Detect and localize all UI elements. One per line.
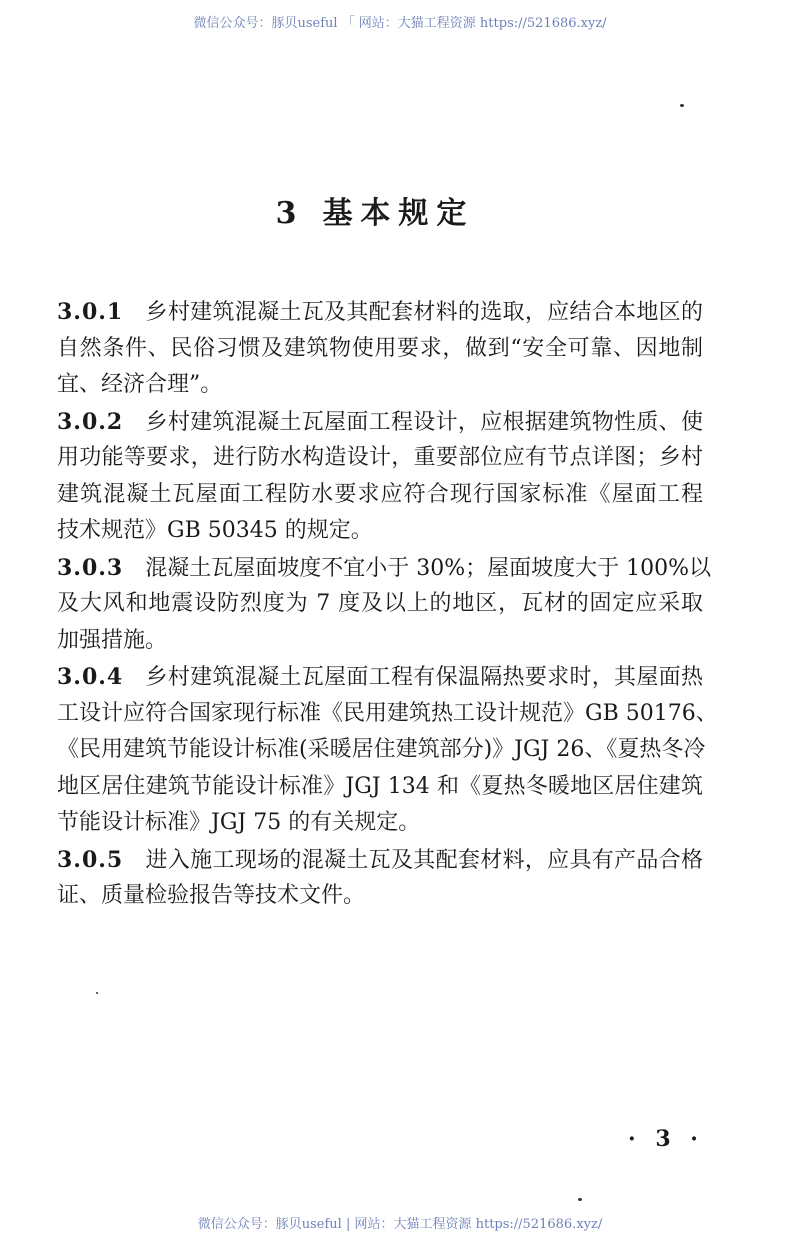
clause-text: 地区居住建筑节能设计标准》JGJ 134 和《夏热冬暖地区居住建筑 <box>57 773 703 799</box>
clause-line <box>57 367 703 404</box>
clause-text: 证、质量检验报告等技术文件。 <box>57 883 366 908</box>
scan-speck <box>578 1198 582 1201</box>
clause-text: 建筑混凝土瓦屋面工程防水要求应符合现行国家标准《屋面工程 <box>57 481 703 507</box>
clause-text: 及大风和地震设防烈度为 7 度及以上的地区，瓦材的固定应采取 <box>57 591 703 616</box>
clause-line <box>57 878 703 915</box>
clause-line <box>57 696 718 733</box>
clause-line <box>57 623 703 660</box>
clause-text: 节能设计标准》JGJ 75 的有关规定。 <box>57 810 421 835</box>
clause-line <box>57 513 703 550</box>
clause-first-line <box>57 404 703 441</box>
clause-number: 3.0.1 <box>57 299 124 325</box>
clause-text: 乡村建筑混凝土瓦及其配套材料的选取，应结合本地区的 <box>145 300 703 325</box>
clause-line <box>57 769 703 806</box>
clause-text: 宜、经济合理”。 <box>57 372 223 397</box>
clause-text: 加强措施。 <box>57 627 168 653</box>
clause-text: 技术规范》GB 50345 的规定。 <box>57 518 373 543</box>
clause-text: 自然条件、民俗习惯及建筑物使用要求，做到“安全可靠、因地制 <box>57 335 703 361</box>
chapter-number: 3 <box>275 196 305 231</box>
clause-text: 用功能等要求，进行防水构造设计，重要部位应有节点详图；乡村 <box>57 445 703 470</box>
clause-number: 3.0.3 <box>57 554 124 581</box>
clause-line <box>57 477 703 514</box>
clause-text: 乡村建筑混凝土瓦屋面工程设计，应根据建筑物性质、使 <box>145 409 703 435</box>
chapter-heading <box>0 188 750 232</box>
clause-first-line <box>57 659 703 696</box>
clause-first-line <box>57 294 703 331</box>
watermark-top: 微信公众号：豚贝useful 「 网站：大猫工程资源 https://521686.xyz/ <box>193 16 607 31</box>
clause-line <box>57 586 703 623</box>
clause-number: 3.0.5 <box>57 846 124 873</box>
clause-line <box>57 331 703 368</box>
clause-line <box>57 440 703 477</box>
scan-speck <box>96 992 98 994</box>
clause-text: 进入施工现场的混凝土瓦及其配套材料，应具有产品合格 <box>145 847 703 873</box>
clause-text: 工设计应符合国家现行标准《民用建筑热工设计规范》GB 50176、 <box>57 700 718 726</box>
watermark-bottom: 微信公众号：豚贝useful | 网站：大猫工程资源 https://521686.xyz/ <box>197 1217 603 1232</box>
clause-line <box>57 732 706 769</box>
scan-speck <box>680 104 684 107</box>
chapter-title: 基本规定 <box>322 196 475 231</box>
clause-line <box>57 805 703 842</box>
clause-number: 3.0.4 <box>57 664 124 690</box>
clause-first-line <box>57 550 712 587</box>
page-number: · 3 · <box>628 1126 704 1152</box>
clause-number: 3.0.2 <box>57 408 124 435</box>
clause-text: 乡村建筑混凝土瓦屋面工程有保温隔热要求时，其屋面热 <box>145 665 703 690</box>
clause-text: 混凝土瓦屋面坡度不宜小于 30%；屋面坡度大于 100%以 <box>145 555 712 581</box>
document-body <box>57 294 718 915</box>
clause-first-line <box>57 842 703 879</box>
clause-text: 《民用建筑节能设计标准(采暖居住建筑部分)》JGJ 26、《夏热冬冷 <box>57 737 706 762</box>
